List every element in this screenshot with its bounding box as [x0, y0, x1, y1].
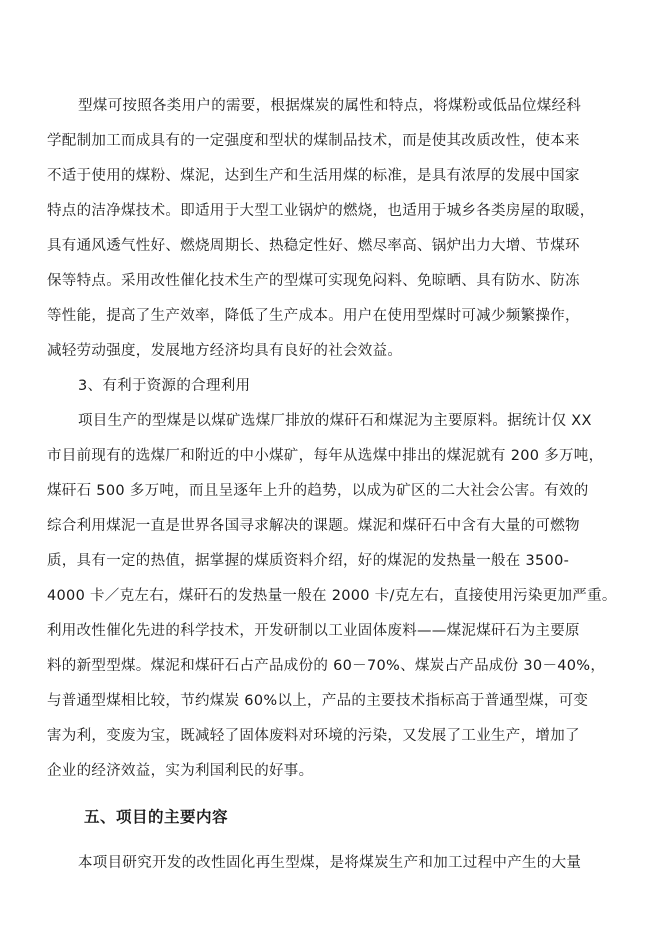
paragraph-line: 4000 卡／克左右，煤矸石的发热量一般在 2000 卡/克左右，直接使用污染更加严重。	[47, 588, 617, 604]
paragraph-line: 料的新型型煤。煤泥和煤矸石占产品成份的 60－70%、煤炭占产品成份 30－40%，	[47, 658, 606, 674]
paragraph-line: 减轻劳动强度，发展地方经济均具有良好的社会效益。	[47, 343, 403, 359]
paragraph-line: 利用改性催化先进的科学技术，开发研制以工业固体废料——煤泥煤矸石为主要原	[47, 623, 580, 639]
paragraph-line: 质，具有一定的热值，据掌握的煤质资料介绍，好的煤泥的发热量一般在 3500-	[47, 553, 570, 569]
paragraph-line: 害为利，变废为宝，既减轻了固体废料对环境的污染，又发展了工业生产，增加了	[47, 728, 580, 744]
paragraph-line: 企业的经济效益，实为利国利民的好事。	[47, 763, 314, 779]
paragraph-line: 不适于使用的煤粉、煤泥，达到生产和生活用煤的标准，是具有浓厚的发展中国家	[47, 168, 580, 184]
paragraph-line: 等性能，提高了生产效率，降低了生产成本。用户在使用型煤时可减少频繁操作，	[47, 308, 580, 324]
paragraph-line: 学配制加工而成具有的一定强度和型状的煤制品技术，而是使其改质改性，使本来	[47, 133, 580, 149]
paragraph-line: 本项目研究开发的改性固化再生型煤，是将煤炭生产和加工过程中产生的大量	[78, 855, 582, 871]
paragraph-line: 具有通风透气性好、燃烧周期长、热稳定性好、燃尽率高、锅炉出力大增、节煤环	[47, 238, 580, 254]
paragraph-line: 型煤可按照各类用户的需要，根据煤炭的属性和特点，将煤粉或低品位煤经科	[78, 98, 582, 114]
paragraph-line: 煤矸石 500 多万吨，而且呈逐年上升的趋势，以成为矿区的二大社会公害。有效的	[47, 483, 589, 499]
paragraph-line: 综合利用煤泥一直是世界各国寻求解决的课题。煤泥和煤矸石中含有大量的可燃物	[47, 518, 580, 534]
paragraph-line: 市目前现有的选煤厂和附近的中小煤矿，每年从选煤中排出的煤泥就有 200 多万吨，	[47, 448, 604, 464]
paragraph-line: 保等特点。采用改性催化技术生产的型煤可实现免闷料、免晾晒、具有防水、防冻	[47, 273, 580, 289]
section-heading: 五、项目的主要内容	[84, 808, 229, 826]
subheading: 3、有利于资源的合理利用	[78, 378, 251, 394]
paragraph-line: 与普通型煤相比较，节约煤炭 60%以上，产品的主要技术指标高于普通型煤，可变	[47, 693, 589, 709]
paragraph-line: 特点的洁净煤技术。即适用于大型工业锅炉的燃烧，也适用于城乡各类房屋的取暖，	[47, 203, 595, 219]
paragraph-line: 项目生产的型煤是以煤矿选煤厂排放的煤矸石和煤泥为主要原料。据统计仅 XX	[78, 413, 592, 429]
